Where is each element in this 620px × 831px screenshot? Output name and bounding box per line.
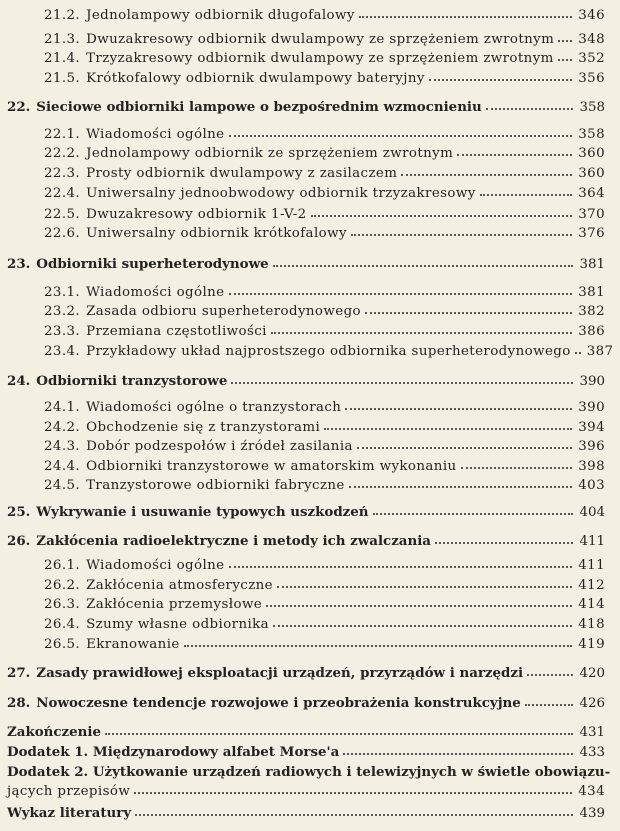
entry-title: Tranzystorowe odbiorniki fabryczne xyxy=(86,478,345,493)
dot-leader xyxy=(349,486,572,488)
page-number: 358 xyxy=(578,127,605,142)
dot-leader xyxy=(273,625,572,627)
entry-number: 23.3. xyxy=(44,324,81,339)
entry-title: Wykaz literatury xyxy=(7,805,132,821)
dot-leader xyxy=(324,428,572,430)
toc-subentry xyxy=(44,299,605,319)
toc-subentry xyxy=(44,339,614,359)
entry-number: 21.2. xyxy=(44,8,81,23)
dot-leader xyxy=(558,40,572,42)
entry-number: 28. xyxy=(7,695,31,711)
toc-subentry xyxy=(44,141,605,161)
entry-title: Zakłócenia radioelektryczne i metody ich zwalczania xyxy=(36,533,431,549)
entry-title: Jednolampowy odbiornik ze sprzężeniem zwrotnym xyxy=(86,146,454,161)
entry-title: Obchodzenie się z tranzystorami xyxy=(86,420,321,435)
entry-title: Zakończenie xyxy=(7,724,102,740)
entry-number: 24.3. xyxy=(44,439,81,454)
page-number: 381 xyxy=(578,285,605,300)
dot-leader xyxy=(343,753,573,755)
page-number: 412 xyxy=(578,578,605,593)
entry-title: Zakłócenia przemysłowe xyxy=(86,597,263,612)
toc-subentry xyxy=(44,454,605,474)
dot-leader xyxy=(231,382,573,384)
dot-leader xyxy=(429,79,572,81)
page-number: 348 xyxy=(578,32,605,47)
entry-title: Dwuzakresowy odbiornik 1-V-2 xyxy=(86,207,307,222)
entry-number: 24.1. xyxy=(44,400,81,415)
entry-title: Ekranowanie xyxy=(86,637,180,652)
dot-leader xyxy=(401,174,572,176)
toc-subentry xyxy=(44,27,605,47)
toc-entry xyxy=(7,760,611,780)
toc-entry xyxy=(7,801,605,821)
dot-leader xyxy=(229,293,573,295)
page-number: 360 xyxy=(578,146,605,161)
entry-number: 23.2. xyxy=(44,304,81,319)
toc-subentry xyxy=(44,46,605,66)
dot-leader xyxy=(271,332,572,334)
dot-leader xyxy=(558,59,572,61)
toc-entry xyxy=(7,369,605,389)
page-number: 390 xyxy=(579,374,605,389)
entry-title: Sieciowe odbiorniki lampowe o bezpośrednim wzmocnieniu xyxy=(36,99,482,115)
entry-number: 22.5. xyxy=(44,207,81,222)
toc-subentry xyxy=(44,592,605,612)
entry-title: Odbiorniki tranzystorowe xyxy=(36,373,228,389)
dot-leader xyxy=(359,16,572,18)
entry-title: Odbiorniki tranzystorowe w amatorskim wykonaniu xyxy=(86,459,457,474)
page-number: 418 xyxy=(578,617,605,632)
entry-number: 22.4. xyxy=(44,186,81,201)
entry-title: jących przepisów xyxy=(7,784,131,799)
page-number: 358 xyxy=(579,100,605,115)
entry-title: Dodatek 1. Międzynarodowy alfabet Morse'a xyxy=(7,744,340,760)
toc-entry xyxy=(7,529,605,549)
entry-title: Wiadomości ogólne xyxy=(86,285,225,300)
dot-leader xyxy=(184,645,573,647)
dot-leader xyxy=(351,234,572,236)
entry-number: 23. xyxy=(7,256,31,272)
page-number: 419 xyxy=(578,637,605,652)
entry-number: 26.1. xyxy=(44,558,81,573)
entry-number: 24. xyxy=(7,373,31,389)
entry-number: 26.5. xyxy=(44,637,81,652)
dot-leader xyxy=(373,513,574,515)
page-number: 370 xyxy=(578,207,605,222)
entry-title: Nowoczesne tendencje rozwojowe i przeobrażenia konstrukcyjne xyxy=(36,695,521,711)
page-number: 426 xyxy=(579,696,605,711)
dot-leader xyxy=(461,467,573,469)
toc-subentry xyxy=(44,415,605,435)
dot-leader xyxy=(311,215,573,217)
page-number: 360 xyxy=(578,166,605,181)
entry-number: 26. xyxy=(7,533,31,549)
dot-leader xyxy=(457,154,572,156)
page-number: 431 xyxy=(579,725,605,740)
toc-entry xyxy=(7,252,605,272)
page-number: 411 xyxy=(578,558,605,573)
toc-entry xyxy=(7,95,605,115)
toc-subentry xyxy=(44,122,605,142)
entry-title: Odbiorniki superheterodynowe xyxy=(36,256,269,272)
entry-title: Uniwersalny jednoobwodowy odbiornik trzyzakresowy xyxy=(86,186,476,201)
entry-title: Przemiana częstotliwości xyxy=(86,324,267,339)
toc-subentry xyxy=(44,612,605,632)
page-number: 386 xyxy=(578,324,605,339)
dot-leader xyxy=(105,733,573,735)
entry-title: Wykrywanie i usuwanie typowych uszkodzeń xyxy=(36,504,369,520)
page-number: 356 xyxy=(578,71,605,86)
toc-entry xyxy=(7,720,605,740)
toc-entry xyxy=(7,500,605,520)
entry-number: 27. xyxy=(7,665,31,681)
entry-number: 24.5. xyxy=(44,478,81,493)
entry-title: Dwuzakresowy odbiornik dwulampowy ze sprzężeniem zwrotnym xyxy=(86,32,555,47)
entry-title: Zakłócenia atmosferyczne xyxy=(86,578,273,593)
entry-number: 21.3. xyxy=(44,32,81,47)
dot-leader xyxy=(365,312,572,314)
entry-number: 24.4. xyxy=(44,459,81,474)
dot-leader xyxy=(229,566,573,568)
page-number: 390 xyxy=(578,400,605,415)
page-number: 439 xyxy=(579,806,605,821)
page-number: 396 xyxy=(578,439,605,454)
entry-title: Dobór podzespołów i źródeł zasilania xyxy=(86,439,353,454)
entry-number: 21.5. xyxy=(44,71,81,86)
entry-number: 25. xyxy=(7,504,31,520)
entry-number: 23.1. xyxy=(44,285,81,300)
entry-number: 22. xyxy=(7,99,31,115)
entry-title: Uniwersalny odbiornik krótkofalowy xyxy=(86,226,347,241)
page-number: 382 xyxy=(578,304,605,319)
page-number: 352 xyxy=(578,51,605,66)
dot-leader xyxy=(266,605,572,607)
page-number: 420 xyxy=(579,666,605,681)
page-number: 346 xyxy=(578,8,605,23)
entry-title: Krótkofalowy odbiornik dwulampowy bateryjny xyxy=(86,71,425,86)
entry-title: Wiadomości ogólne xyxy=(86,558,225,573)
dot-leader xyxy=(277,586,572,588)
toc-entry xyxy=(7,691,605,711)
entry-title: Trzyzakresowy odbiornik dwulampowy ze sprzężeniem zwrotnym xyxy=(86,51,554,66)
dot-leader xyxy=(527,674,573,676)
page-number: 434 xyxy=(578,784,605,799)
toc-subentry xyxy=(44,573,605,593)
toc-subentry xyxy=(44,319,605,339)
toc-entry xyxy=(7,779,605,799)
page-number: 381 xyxy=(579,257,605,272)
toc-subentry xyxy=(44,3,605,23)
entry-number: 24.2. xyxy=(44,420,81,435)
page-number: 433 xyxy=(579,745,605,760)
entry-title: Prosty odbiornik dwulampowy z zasilaczem xyxy=(86,166,398,181)
dot-leader xyxy=(525,704,574,706)
toc-subentry xyxy=(44,395,605,415)
dot-leader xyxy=(486,108,574,110)
toc-subentry xyxy=(44,221,605,241)
page-number: 376 xyxy=(578,226,605,241)
page-number: 364 xyxy=(578,186,605,201)
dot-leader xyxy=(229,135,573,137)
toc-subentry xyxy=(44,181,605,201)
entry-number: 26.4. xyxy=(44,617,81,632)
entry-title: Wiadomości ogólne xyxy=(86,127,225,142)
entry-number: 26.3. xyxy=(44,597,81,612)
dot-leader xyxy=(435,542,573,544)
page-number: 411 xyxy=(579,534,605,549)
entry-number: 21.4. xyxy=(44,51,81,66)
dot-leader xyxy=(345,408,572,410)
entry-number: 22.1. xyxy=(44,127,81,142)
toc-subentry xyxy=(44,632,605,652)
toc-entry xyxy=(7,740,605,760)
page-number: 403 xyxy=(578,478,605,493)
toc-subentry xyxy=(44,434,605,454)
entry-number: 26.2. xyxy=(44,578,81,593)
toc-subentry xyxy=(44,553,605,573)
toc-subentry xyxy=(44,202,605,222)
dot-leader xyxy=(134,792,572,794)
toc-subentry xyxy=(44,280,605,300)
toc-subentry xyxy=(44,473,605,493)
page-number: 414 xyxy=(578,597,605,612)
entry-title: Dodatek 2. Użytkowanie urządzeń radiowych i telewizyjnych w świetle obowiązu- xyxy=(7,764,611,780)
entry-number: 23.4. xyxy=(44,344,81,359)
entry-title: Zasada odbioru superheterodynowego xyxy=(86,304,362,319)
entry-title: Wiadomości ogólne o tranzystorach xyxy=(86,400,342,415)
page-number: 404 xyxy=(579,505,605,520)
page-number: 398 xyxy=(578,459,605,474)
entry-title: Przykładowy układ najprostszego odbiornika superheterodynowego xyxy=(86,344,571,359)
toc-entry xyxy=(7,661,605,681)
dot-leader xyxy=(480,194,573,196)
toc-subentry xyxy=(44,161,605,181)
entry-title: Zasady prawidłowej eksploatacji urządzeń, przyrządów i narzędzi xyxy=(36,665,524,681)
entry-number: 22.3. xyxy=(44,166,81,181)
page-number: 387 xyxy=(586,344,614,359)
dot-leader xyxy=(357,447,572,449)
entry-number: 22.6. xyxy=(44,226,81,241)
dot-leader xyxy=(135,814,573,816)
toc-subentry xyxy=(44,66,605,86)
page-number: 394 xyxy=(578,420,605,435)
entry-title: Szumy własne odbiornika xyxy=(86,617,270,632)
entry-number: 22.2. xyxy=(44,146,81,161)
dot-leader xyxy=(273,265,574,267)
entry-title: Jednolampowy odbiornik długofalowy xyxy=(86,8,355,23)
